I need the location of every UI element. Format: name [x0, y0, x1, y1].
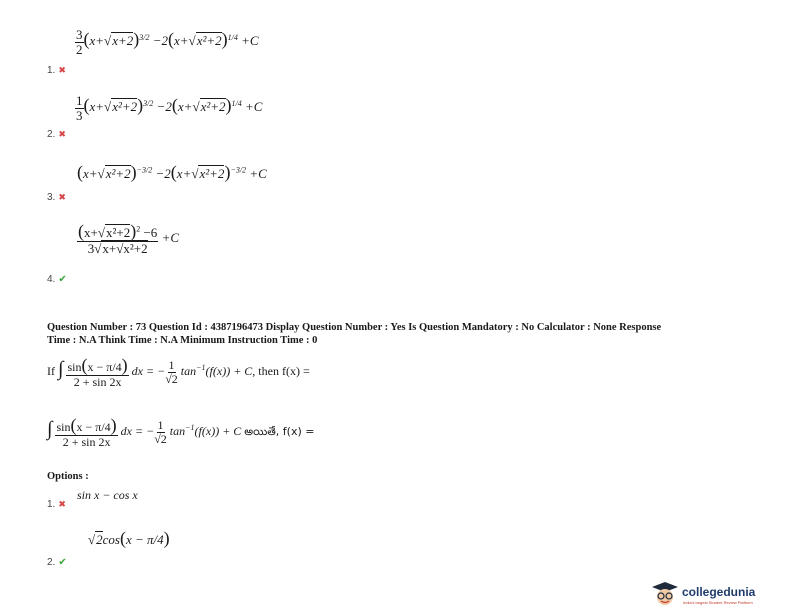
- option-1-text: sin x − cos x: [77, 488, 138, 502]
- option-1-number: 1. ✖: [47, 499, 66, 510]
- prev-option-2-formula: $\frac{1}{3}$ $(x+√x^2+2)^{3/2} -2(x+√x^2+2)^{1/4} +C$: [76, 93, 263, 123]
- question-meta: [47, 321, 767, 347]
- option-2-formula: √2cos(x − π/4): [88, 528, 170, 548]
- prev-option-4-number: 4. ✔: [47, 274, 67, 285]
- prev-option-1-formula: $\frac{3}{2}$ $(x+√x+2)^{3/2} -2(x+√x^2+2)^{1/4} +C$: [76, 27, 259, 57]
- prev-option-3-formula: $(x+√x^2+2)^{-3/2} -2(x+√x^2+2)^{-3/2} +C$: [77, 162, 267, 182]
- correct-check-icon: ✔: [58, 557, 67, 568]
- wrong-mark-icon: ✖: [58, 193, 66, 203]
- wrong-mark-icon: ✖: [58, 66, 66, 76]
- prev-option-4-formula: $\frac{(x+√x^2+2)^2 -6}{\text{3√x+√x²+2}}$ +C: [78, 221, 180, 256]
- question-text-te: ∫ $\frac{\sin(x - \pi/4)}{2 + \sin 2x}$ dx = − $\frac{1}{√2}$ $\tan^{-1}(f(x)) + C$ అయితే, f(x) =: [47, 415, 315, 449]
- prev-option-3-number: 3. ✖: [47, 192, 66, 203]
- question-text-en: If ∫ $\frac{\sin(x - \pi/4)}{2 + \sin 2x}$ dx = − $\frac{1}{√2}$ $\tan^{-1}(f(x)) + C$, then f(x) =: [47, 355, 310, 389]
- brand-tagline: India's largest Student Review Platform: [683, 600, 753, 605]
- collegedunia-logo: [650, 580, 790, 608]
- mascot-icon: [650, 580, 680, 608]
- question-meta-line2: Time : N.A Think Time : N.A Minimum Instruction Time : 0: [47, 335, 318, 346]
- options-label: Options :: [47, 471, 89, 482]
- brand-name: collegedunia: [682, 585, 756, 599]
- option-2-number: 2. ✔: [47, 557, 67, 568]
- prev-option-2-number: 2. ✖: [47, 129, 66, 140]
- correct-check-icon: ✔: [58, 274, 67, 285]
- question-meta-line1: Question Number : 73 Question Id : 4387196473 Display Question Number : Yes Is Question Mandatory : No Calculator : None Response: [47, 322, 662, 333]
- wrong-mark-icon: ✖: [58, 500, 66, 510]
- wrong-mark-icon: ✖: [58, 130, 66, 140]
- prev-option-1-number: 1. ✖: [47, 65, 66, 76]
